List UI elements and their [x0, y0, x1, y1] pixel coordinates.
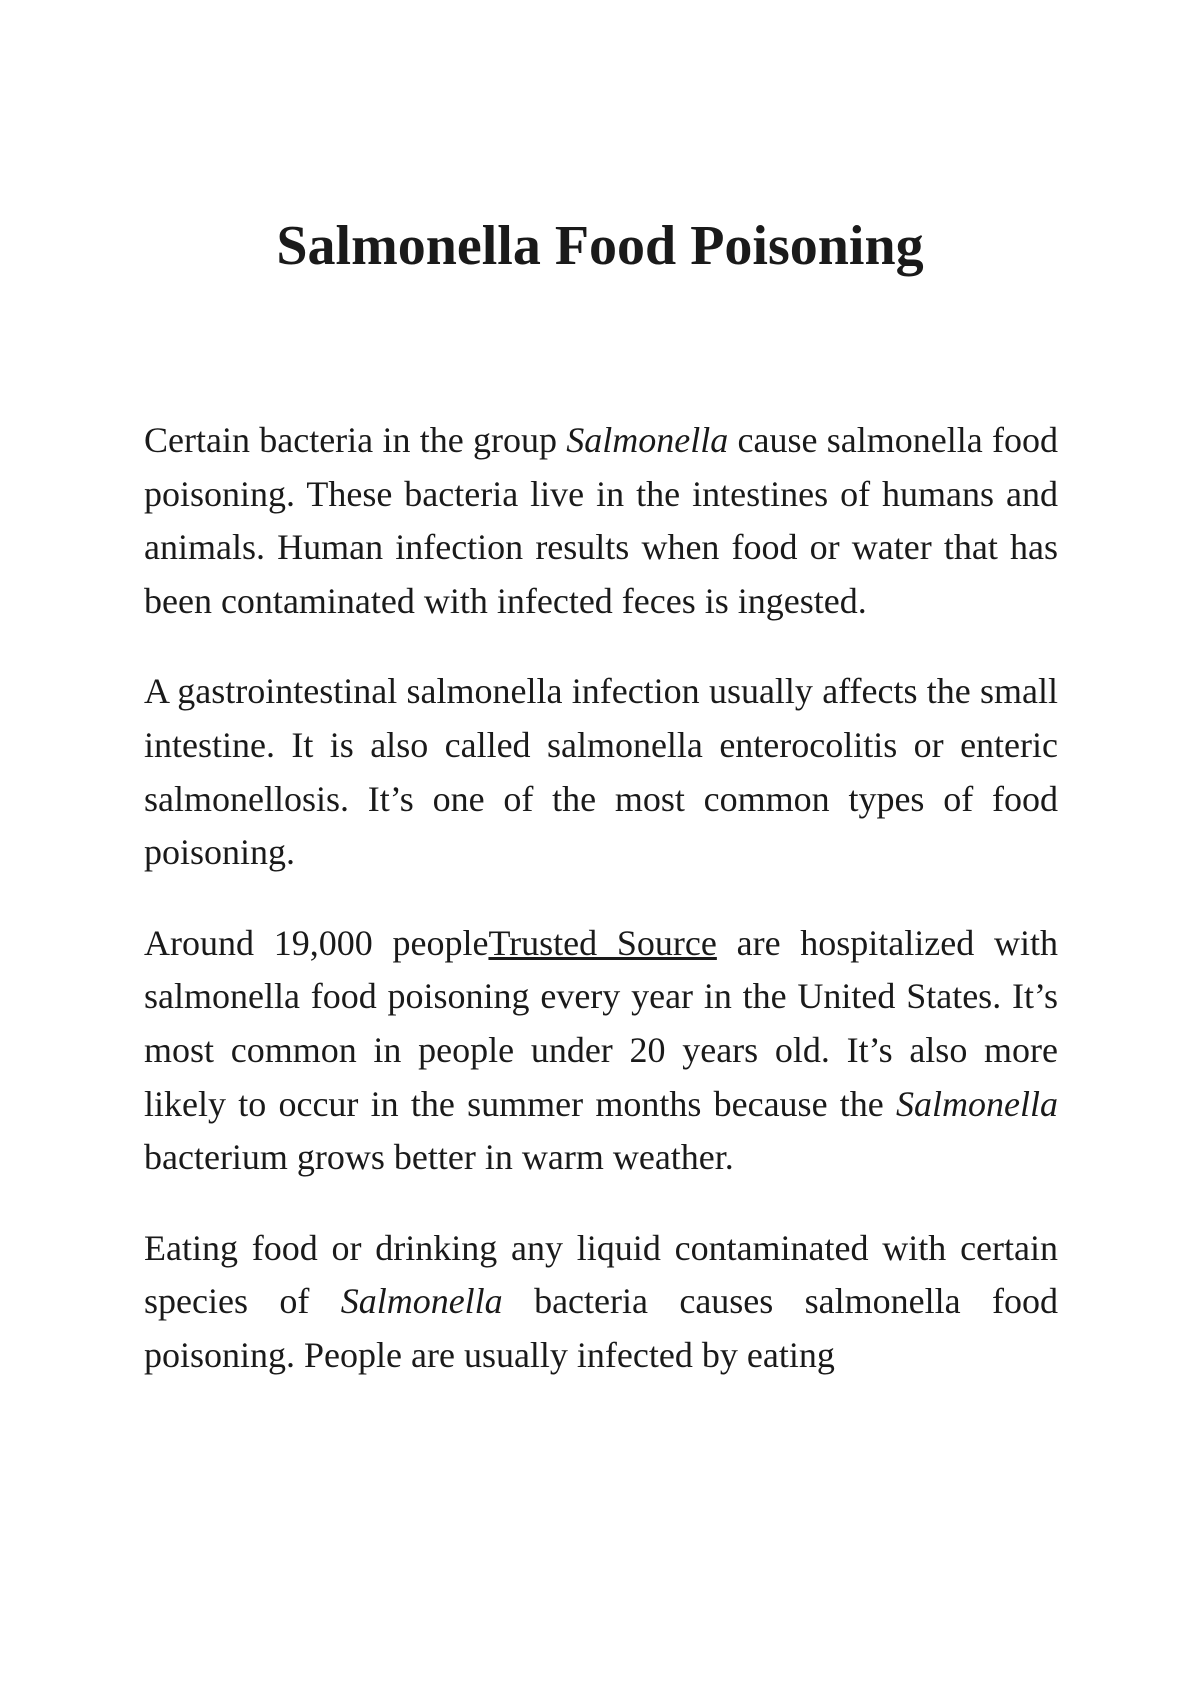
- paragraph-4-text-c: bacteria causes salmonella food poisoning. People are usually infected by eating: [144, 1281, 1058, 1375]
- paragraph-2-text: A gastrointestinal salmonella infection usually affects the small intestine. It is also called salmonella enterocolitis or enteric salmonellosis. It’s one of the most common types of food poisoning.: [144, 671, 1058, 873]
- paragraph-1-italic-term: Salmonella: [566, 420, 729, 460]
- paragraph-3-text-b: are hospitalized with salmonella food poisoning every year in the United States. It’s most common in people under 20 years old. It’s also more likely to occur in the summer months because the: [144, 922, 1058, 1124]
- trusted-source-link[interactable]: Trusted Source: [488, 922, 717, 963]
- paragraph-3-italic-term: Salmonella: [896, 1083, 1058, 1124]
- paragraph-3-text-d: bacterium grows better in warm weather.: [144, 1137, 734, 1178]
- paragraph-4: [144, 1222, 1058, 1383]
- paragraph-1-text-a: Certain bacteria in the group: [144, 420, 567, 460]
- paragraph-4-text-a: Eating food or drinking any liquid contaminated with certain species of: [144, 1227, 1058, 1322]
- paragraph-1: [144, 414, 1058, 628]
- document-body: [144, 414, 1058, 1383]
- document-title: Salmonella Food Poisoning: [276, 215, 924, 277]
- paragraph-3: [144, 917, 1058, 1185]
- paragraph-4-italic-term: Salmonella: [340, 1281, 503, 1322]
- paragraph-1-text-c: cause salmonella food poisoning. These bacteria live in the intestines of humans and animals. Human infection results when food or water that has been contaminated with infected feces is ingested.: [144, 420, 1058, 621]
- paragraph-2: [144, 665, 1058, 879]
- paragraph-3-text-a: Around 19,000 people: [144, 922, 489, 963]
